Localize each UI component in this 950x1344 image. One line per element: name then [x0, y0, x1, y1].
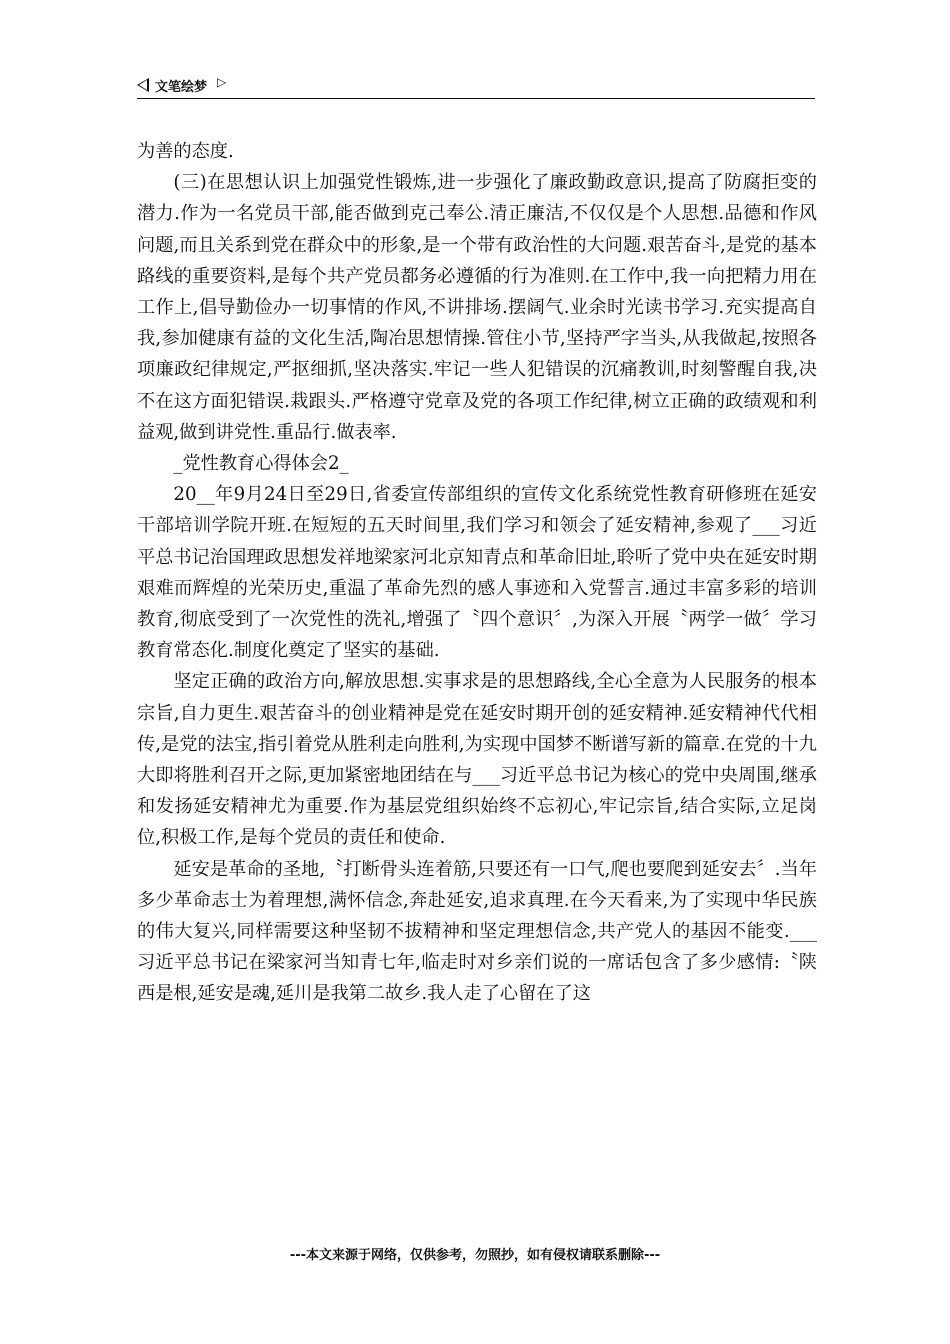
paragraph-section-three: (三)在思想认识上加强党性锻炼,进一步强化了廉政勤政意识,提高了防腐拒变的潜力.作为一名党员干部,能否做到克己奉公.清正廉洁,不仅仅是个人思想.品德和作风问题,而且关系到党在群众中的形象,是一个带有政治性的大问题.艰苦奋斗,是党的基本路线的重要资料,是每个共产党员都务必遵循的行为准则.在工作中,我一向把精力用在工作上,倡导勤俭办一切事情的作风,不讲排场.摆阔气.业余时光读书学习.充实提高自我,参加健康有益的文化生活,陶冶思想情操.管住小节,坚持严字当头,从我做起,按照各项廉政纪律规定,严抠细抓,坚决落实.牢记一些人犯错误的沉痛教训,时刻警醒自我,决不在这方面犯错误.栽跟头.严格遵守党章及党的各项工作纪律,树立正确的政绩观和利益观,做到讲党性.重品行.做表率. [137, 172, 817, 443]
header-title: 文笔绘梦 [155, 79, 208, 95]
triangle-right-icon: ▷ [217, 75, 227, 89]
page-header [137, 72, 815, 99]
document-body [137, 136, 817, 1010]
paragraph-political-direction: 坚定正确的政治方向,解放思想.实事求是的思想路线,全心全意为人民服务的根本宗旨,自力更生.艰苦奋斗的创业精神是党在延安时期开创的延安精神.延安精神代代相传,是党的法宝,指引着党从胜利走向胜利,为实现中国梦不断谱写新的篇章.在党的十九大即将胜利召开之际,更加紧密地团结在与___习近平总书记为核心的党中央周围,继承和发扬延安精神尤为重要.作为基层党组织始终不忘初心,牢记宗旨,结合实际,立足岗位,积极工作,是每个党员的责任和使命. [137, 671, 817, 849]
paragraph-continuation: 为善的态度. [137, 141, 234, 162]
paragraph-yanan-holy-land: 延安是革命的圣地,〝打断骨头连着筋,只要还有一口气,爬也要爬到延安去〞.当年多少革命志士为着理想,满怀信念,奔赴延安,追求真理.在今天看来,为了实现中华民族的伟大复兴,同样需要这种坚韧不拔精神和坚定理想信念,共产党人的基因不能变.___习近平总书记在梁家河当知青七年,临走时对乡亲们说的一席话包含了多少感情:〝陕西是根,延安是魂,延川是我第二故乡.我人走了心留在了这 [137, 858, 817, 1005]
section-heading: _党性教育心得体会2_ [173, 453, 349, 475]
paragraph-yanan-training: 20__年9月24日至29日,省委宣传部组织的宣传文化系统党性教育研修班在延安干部培训学院开班.在短短的五天时间里,我们学习和领会了延安精神,参观了___习近平总书记治国理政思想发祥地梁家河北京知青点和革命旧址,聆听了党中央在延安时期艰难而辉煌的光荣历史,重温了革命先烈的感人事迹和入党誓言.通过丰富多彩的培训教育,彻底受到了一次党性的洗礼,增强了〝四个意识〞,为深入开展〝两学一做〞学习教育常态化.制度化奠定了坚实的基础. [137, 484, 817, 662]
triangle-left-icon [137, 78, 149, 92]
page-footer-disclaimer: ---本文来源于网络，仅供参考，勿照抄，如有侵权请联系删除--- [289, 1248, 661, 1263]
